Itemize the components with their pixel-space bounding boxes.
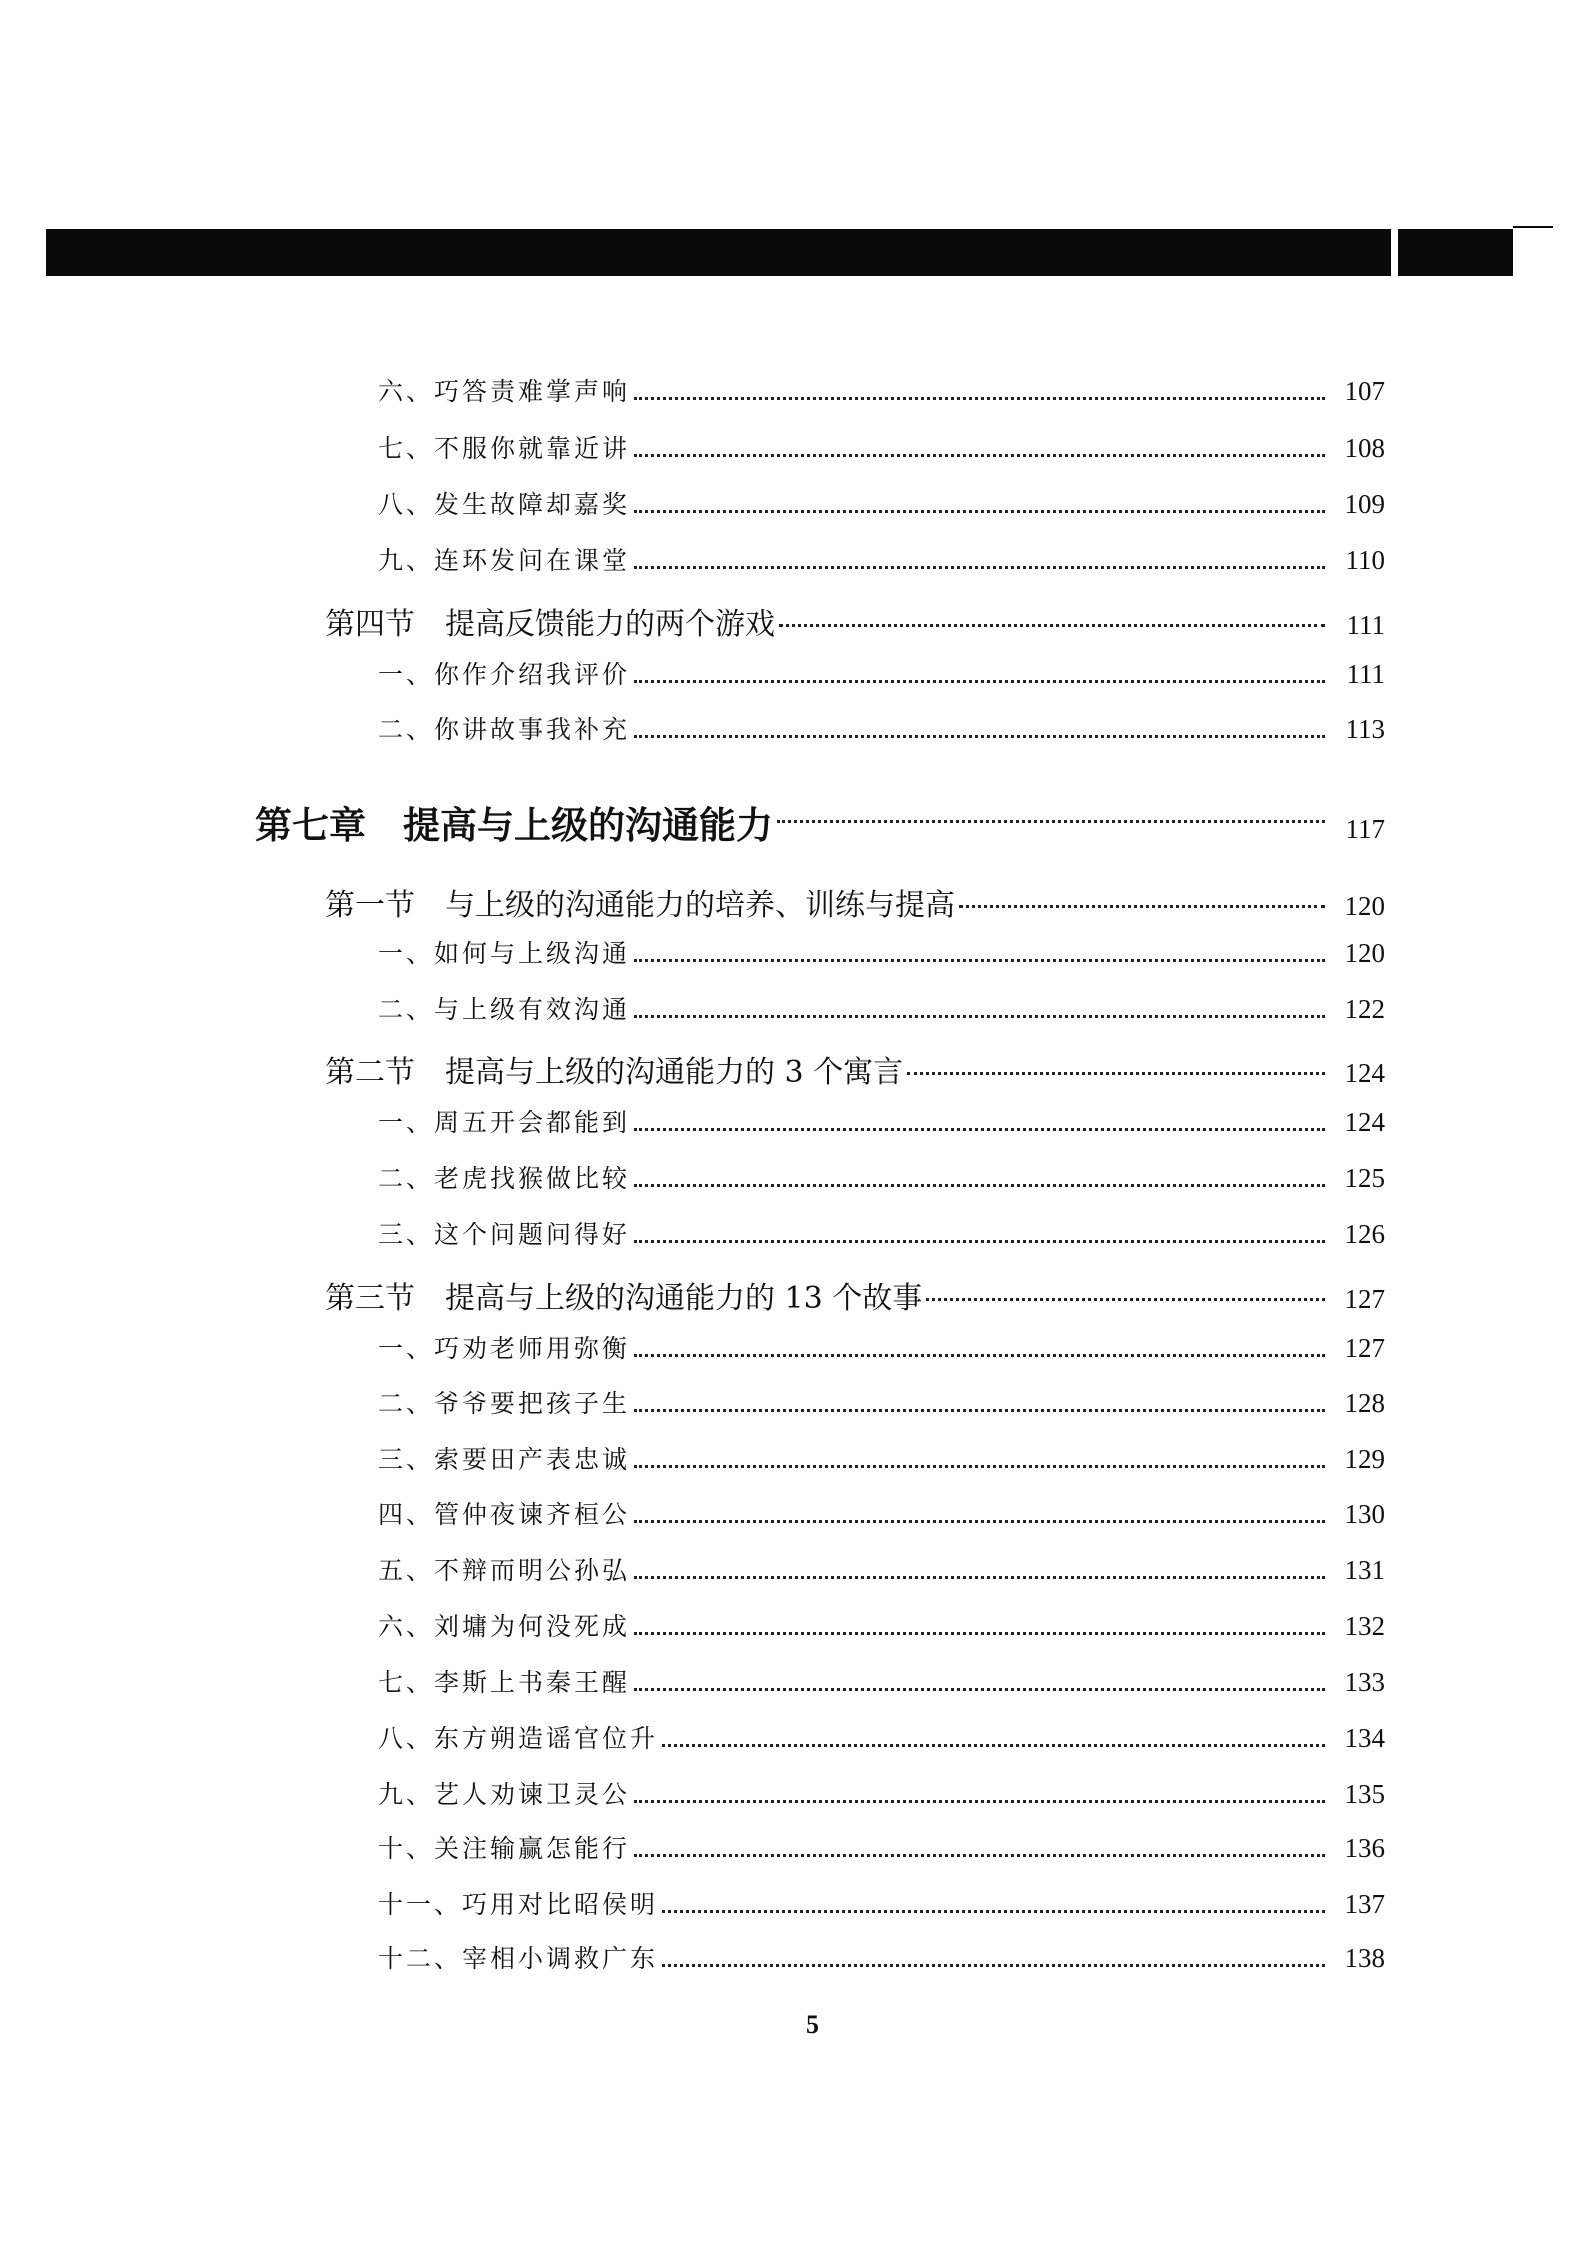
toc-page: 138: [1344, 1943, 1385, 1973]
toc-label: 第四节 提高反馈能力的两个游戏: [325, 607, 775, 642]
toc-page: 137: [1344, 1889, 1385, 1919]
toc-label: 七、不服你就靠近讲: [378, 434, 631, 463]
toc-page: 127: [1344, 1333, 1385, 1363]
toc-label: 第三节 提高与上级的沟通能力的 13 个故事: [325, 1281, 923, 1316]
dot-leader: [634, 680, 1325, 683]
toc-page: 124: [1344, 1058, 1385, 1088]
toc-page: 132: [1344, 1611, 1385, 1641]
toc-item[interactable]: [378, 541, 1385, 581]
toc-page: 131: [1344, 1555, 1385, 1585]
dot-leader: [634, 735, 1325, 738]
toc-label: 一、你作介绍我评价: [378, 660, 631, 689]
dot-leader: [662, 1744, 1325, 1747]
toc-label: 三、索要田产表忠诚: [378, 1445, 631, 1474]
page-number: 5: [806, 2010, 819, 2039]
toc-page: 136: [1344, 1833, 1385, 1863]
dot-leader: [634, 1465, 1325, 1468]
dot-leader: [634, 1015, 1325, 1018]
dot-leader: [634, 1520, 1325, 1523]
toc-label: 八、发生故障却嘉奖: [378, 490, 631, 519]
toc-item[interactable]: [378, 485, 1385, 525]
dot-leader: [634, 1688, 1325, 1691]
toc-page: 113: [1345, 714, 1385, 744]
toc-page: 133: [1344, 1667, 1385, 1697]
toc-item[interactable]: [378, 990, 1385, 1030]
toc-item[interactable]: [378, 934, 1385, 974]
toc-item[interactable]: [378, 1103, 1385, 1143]
toc-item[interactable]: [378, 1440, 1385, 1480]
toc-label: 三、这个问题问得好: [378, 1220, 631, 1249]
toc-label: 一、巧劝老师用弥衡: [378, 1334, 631, 1363]
toc-chapter[interactable]: [255, 795, 1385, 847]
toc-item[interactable]: [378, 1495, 1385, 1535]
toc-label: 九、艺人劝谏卫灵公: [378, 1780, 631, 1809]
toc-page: 107: [1344, 376, 1385, 406]
toc-page: 129: [1344, 1444, 1385, 1474]
header-bar-end: [1398, 229, 1513, 276]
toc-label: 第二节 提高与上级的沟通能力的 3 个寓言: [325, 1055, 904, 1090]
toc-label: 八、东方朔造谣官位升: [378, 1724, 659, 1753]
toc-label: 十、关注输赢怎能行: [378, 1834, 631, 1863]
toc-page: 109: [1344, 489, 1385, 519]
toc-item[interactable]: [378, 710, 1385, 750]
toc-label: 第七章 提高与上级的沟通能力: [255, 803, 773, 847]
toc-label: 一、周五开会都能到: [378, 1108, 631, 1137]
toc-item[interactable]: [378, 1885, 1385, 1925]
toc-page: 111: [1346, 659, 1385, 689]
dot-leader: [634, 454, 1325, 457]
dot-leader: [779, 624, 1325, 627]
dot-leader: [634, 959, 1325, 962]
toc-section[interactable]: [325, 880, 1385, 923]
toc-label: 二、老虎找猴做比较: [378, 1164, 631, 1193]
toc-item[interactable]: [378, 1384, 1385, 1424]
dot-leader: [634, 1184, 1325, 1187]
toc-page: 120: [1344, 891, 1385, 921]
toc-page: 110: [1345, 545, 1385, 575]
toc-item[interactable]: [378, 1551, 1385, 1591]
toc-label: 六、巧答责难掌声响: [378, 377, 631, 406]
toc-label: 十二、宰相小调救广东: [378, 1944, 659, 1973]
toc-item[interactable]: [378, 1329, 1385, 1369]
toc-section[interactable]: [325, 1273, 1385, 1316]
toc-page: 111: [1346, 610, 1385, 640]
dot-leader: [777, 820, 1325, 823]
toc-label: 四、管仲夜谏齐桓公: [378, 1500, 631, 1529]
header-bar: [46, 229, 1391, 276]
toc-label: 十一、巧用对比昭侯明: [378, 1890, 659, 1919]
toc-item[interactable]: [378, 655, 1385, 695]
toc-item[interactable]: [378, 1719, 1385, 1759]
toc-page: 120: [1344, 938, 1385, 968]
dot-leader: [634, 1240, 1325, 1243]
toc-item[interactable]: [378, 1607, 1385, 1647]
toc-section[interactable]: [325, 1047, 1385, 1090]
toc-page: 134: [1344, 1723, 1385, 1753]
dot-leader: [634, 510, 1325, 513]
toc-page: 135: [1344, 1779, 1385, 1809]
dot-leader: [634, 1409, 1325, 1412]
toc-item[interactable]: [378, 1215, 1385, 1255]
toc-item[interactable]: [378, 1939, 1385, 1979]
dot-leader: [662, 1964, 1325, 1967]
toc-label: 二、与上级有效沟通: [378, 995, 631, 1024]
dot-leader: [926, 1298, 1325, 1301]
dot-leader: [662, 1910, 1325, 1913]
dot-leader: [634, 1354, 1325, 1357]
toc-label: 六、刘墉为何没死成: [378, 1612, 631, 1641]
dot-leader: [634, 566, 1325, 569]
toc-label: 二、爷爷要把孩子生: [378, 1389, 631, 1418]
toc-item[interactable]: [378, 1775, 1385, 1815]
dot-leader: [634, 397, 1325, 400]
toc-page: 122: [1344, 994, 1385, 1024]
dot-leader: [907, 1072, 1325, 1075]
dot-leader: [634, 1800, 1325, 1803]
toc-label: 九、连环发问在课堂: [378, 546, 631, 575]
toc-page: 130: [1344, 1499, 1385, 1529]
toc-page: 126: [1344, 1219, 1385, 1249]
toc-page: 125: [1344, 1163, 1385, 1193]
toc-page: 108: [1344, 433, 1385, 463]
toc-item[interactable]: [378, 1829, 1385, 1869]
toc-label: 一、如何与上级沟通: [378, 939, 631, 968]
toc-label: 五、不辩而明公孙弘: [378, 1556, 631, 1585]
dot-leader: [634, 1632, 1325, 1635]
dot-leader: [634, 1854, 1325, 1857]
toc-page: 124: [1344, 1107, 1385, 1137]
header-rule: [1513, 226, 1553, 228]
toc-page: 117: [1345, 814, 1385, 844]
toc-page: 127: [1344, 1284, 1385, 1314]
toc-section[interactable]: [325, 599, 1385, 642]
toc-item[interactable]: [378, 1159, 1385, 1199]
toc-item[interactable]: [378, 1663, 1385, 1703]
toc-label: 七、李斯上书秦王醒: [378, 1668, 631, 1697]
toc-item[interactable]: [378, 429, 1385, 469]
dot-leader: [634, 1128, 1325, 1131]
toc-item[interactable]: [378, 372, 1385, 412]
toc-label: 二、你讲故事我补充: [378, 715, 631, 744]
dot-leader: [634, 1576, 1325, 1579]
toc-page: 128: [1344, 1388, 1385, 1418]
dot-leader: [959, 905, 1325, 908]
toc-label: 第一节 与上级的沟通能力的培养、训练与提高: [325, 888, 955, 923]
